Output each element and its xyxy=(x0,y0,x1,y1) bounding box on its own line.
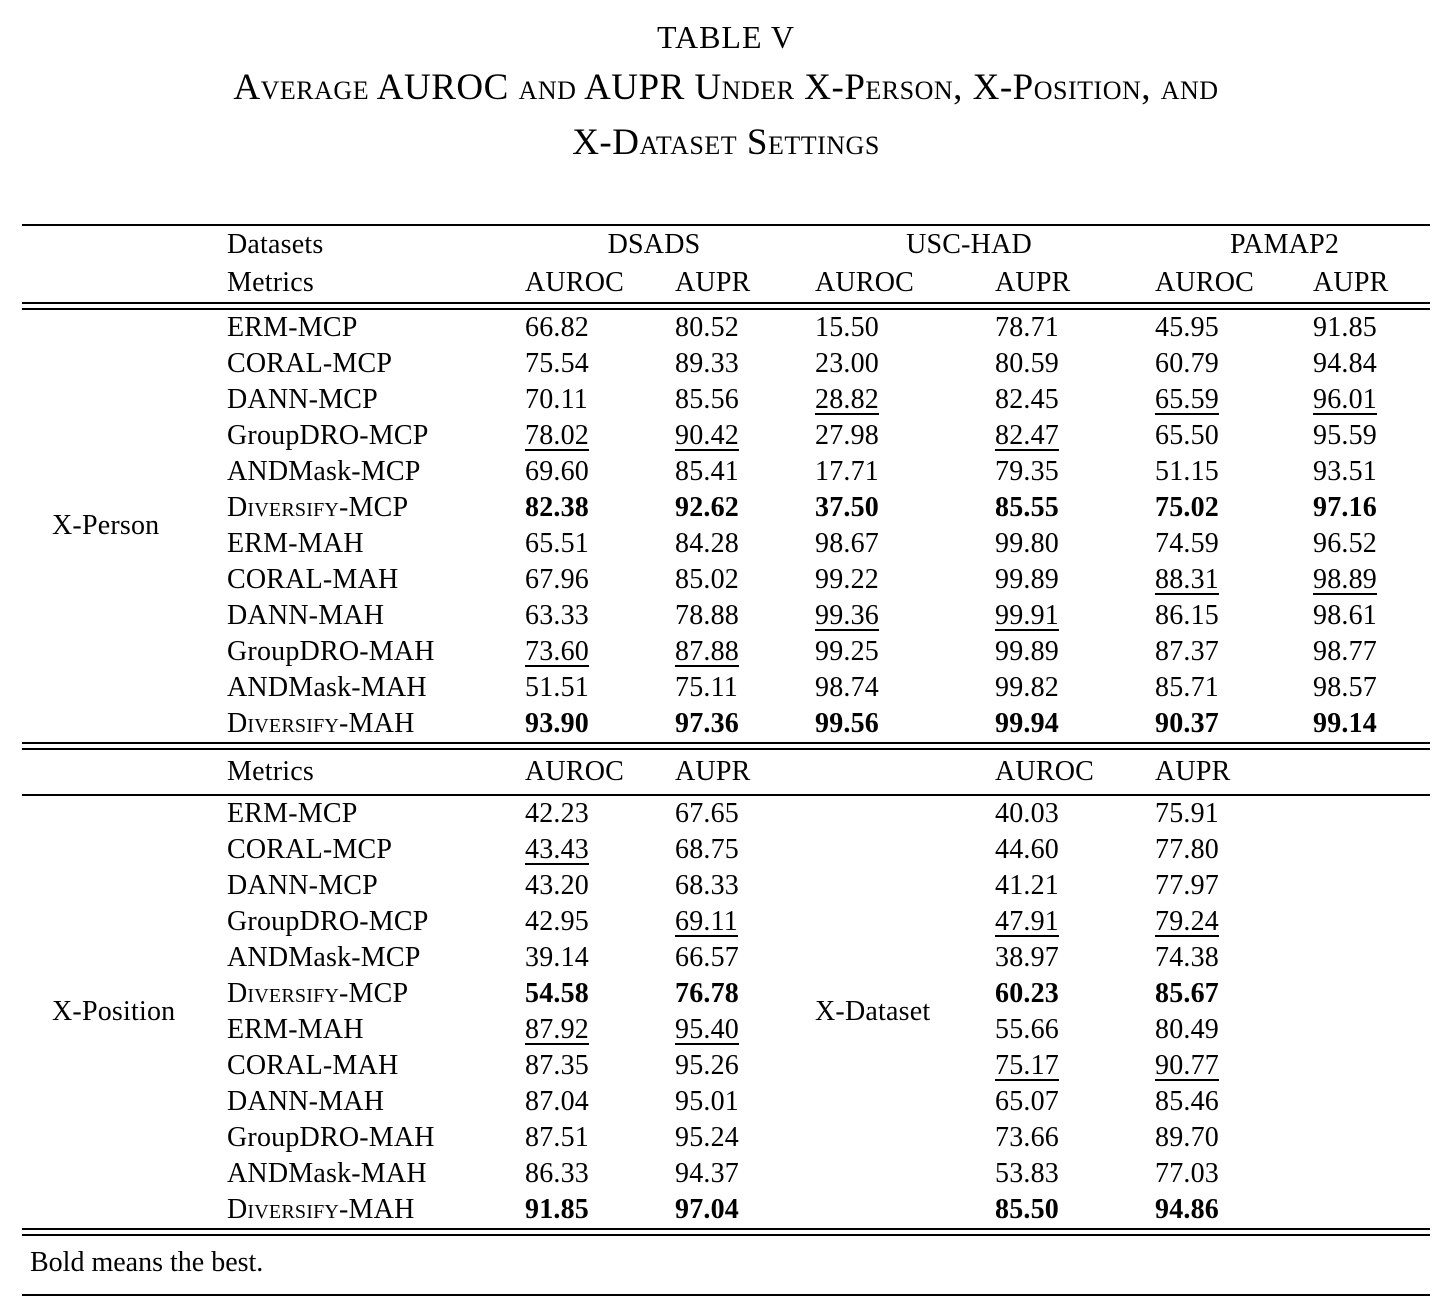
method-name: CORAL-MAH xyxy=(227,564,399,595)
metric-value: 87.51 xyxy=(525,1122,589,1153)
metric-value: 54.58 xyxy=(525,978,589,1009)
metric-value: 79.24 xyxy=(1155,906,1219,937)
empty-cell xyxy=(1297,1192,1430,1228)
metric-value: 42.23 xyxy=(525,798,589,829)
dataset-name-usc-had: USC-HAD xyxy=(906,229,1032,260)
setting-label: X-Person xyxy=(52,510,160,541)
metric-value: 99.94 xyxy=(995,708,1059,739)
table-row xyxy=(22,346,1430,382)
table-row xyxy=(22,904,1430,940)
method-name: ERM-MAH xyxy=(227,528,364,559)
metric-value: 66.57 xyxy=(675,942,739,973)
metric-column-header: AUPR xyxy=(1313,267,1389,298)
empty-cell xyxy=(1297,1120,1430,1156)
metric-value: 42.95 xyxy=(525,906,589,937)
datasets-header-table xyxy=(22,226,1430,302)
metric-value: 53.83 xyxy=(995,1158,1059,1189)
method-name: ERM-MCP xyxy=(227,312,358,343)
method-name: ANDMask-MAH xyxy=(227,1158,427,1189)
method-name: GroupDRO-MAH xyxy=(227,636,435,667)
metric-value: 44.60 xyxy=(995,834,1059,865)
metric-value: 38.97 xyxy=(995,942,1059,973)
footnote-bottom-rule xyxy=(22,1294,1430,1296)
dataset-name-pamap2: PAMAP2 xyxy=(1229,229,1340,260)
metric-value: 74.38 xyxy=(1155,942,1219,973)
metric-value: 17.71 xyxy=(815,456,879,487)
dataset-name-dsads: DSADS xyxy=(607,229,701,260)
metric-value: 91.85 xyxy=(1313,312,1377,343)
method-name: DANN-MCP xyxy=(227,384,378,415)
method-name: GroupDRO-MCP xyxy=(227,906,429,937)
metric-value: 85.67 xyxy=(1155,978,1219,1009)
metric-value: 99.36 xyxy=(815,600,879,631)
empty-cell xyxy=(22,750,227,794)
table-row xyxy=(22,940,1430,976)
datasets-header-row xyxy=(22,226,1430,264)
metric-value: 84.28 xyxy=(675,528,739,559)
table-row xyxy=(22,562,1430,598)
method-name: Diversify-MCP xyxy=(227,492,409,523)
metric-value: 65.59 xyxy=(1155,384,1219,415)
metric-value: 77.97 xyxy=(1155,870,1219,901)
metric-value: 45.95 xyxy=(1155,312,1219,343)
section-separator-rule xyxy=(22,742,1430,750)
method-name: DANN-MAH xyxy=(227,1086,385,1117)
metric-value: 86.15 xyxy=(1155,600,1219,631)
metric-value: 85.56 xyxy=(675,384,739,415)
method-name: CORAL-MAH xyxy=(227,1050,399,1081)
header-body-separator-rule xyxy=(22,302,1430,310)
metric-value: 68.33 xyxy=(675,870,739,901)
empty-cell xyxy=(1297,1084,1430,1120)
metric-value: 63.33 xyxy=(525,600,589,631)
metric-value: 89.33 xyxy=(675,348,739,379)
metrics-header-row xyxy=(22,264,1430,302)
mid-metrics-header-table xyxy=(22,750,1430,794)
metric-value: 75.17 xyxy=(995,1050,1059,1081)
metric-value: 99.82 xyxy=(995,672,1059,703)
metric-value: 66.82 xyxy=(525,312,589,343)
table-row xyxy=(22,454,1430,490)
metric-value: 67.65 xyxy=(675,798,739,829)
metric-column-header: AUROC xyxy=(1155,267,1255,298)
table-row xyxy=(22,598,1430,634)
method-name: Diversify-MCP xyxy=(227,978,409,1009)
metric-value: 40.03 xyxy=(995,798,1059,829)
table-row xyxy=(22,1156,1430,1192)
metric-value: 65.51 xyxy=(525,528,589,559)
table-footnote: Bold means the best. xyxy=(30,1247,264,1278)
metric-value: 51.15 xyxy=(1155,456,1219,487)
metric-value: 99.25 xyxy=(815,636,879,667)
metric-column-header: AUPR xyxy=(1155,756,1231,787)
metric-column-header: AUROC xyxy=(525,756,625,787)
metric-value: 97.04 xyxy=(675,1194,739,1225)
metric-value: 99.89 xyxy=(995,636,1059,667)
metric-value: 77.03 xyxy=(1155,1158,1219,1189)
empty-cell xyxy=(799,750,979,794)
metric-value: 69.11 xyxy=(675,906,738,937)
table-row xyxy=(22,490,1430,526)
table-row xyxy=(22,634,1430,670)
metric-value: 75.91 xyxy=(1155,798,1219,829)
table-caption-line2: X-Dataset Settings xyxy=(572,122,880,163)
empty-cell xyxy=(1297,796,1430,832)
table-number: TABLE V xyxy=(656,19,796,55)
method-name: CORAL-MCP xyxy=(227,348,393,379)
metric-column-header: AUROC xyxy=(525,267,625,298)
metric-value: 43.43 xyxy=(525,834,589,865)
method-name: Diversify-MAH xyxy=(227,1194,415,1225)
method-name: ANDMask-MCP xyxy=(227,456,421,487)
metric-value: 80.52 xyxy=(675,312,739,343)
table-row xyxy=(22,1012,1430,1048)
metric-value: 78.88 xyxy=(675,600,739,631)
metric-value: 27.98 xyxy=(815,420,879,451)
metric-value: 87.92 xyxy=(525,1014,589,1045)
metrics-label: Metrics xyxy=(227,267,314,298)
metric-value: 82.45 xyxy=(995,384,1059,415)
metric-value: 95.40 xyxy=(675,1014,739,1045)
metric-value: 87.37 xyxy=(1155,636,1219,667)
metric-value: 95.24 xyxy=(675,1122,739,1153)
table-row xyxy=(22,418,1430,454)
metric-value: 97.36 xyxy=(675,708,739,739)
table-bottom-rule xyxy=(22,1228,1430,1236)
empty-cell xyxy=(1297,976,1430,1012)
metric-value: 95.59 xyxy=(1313,420,1377,451)
empty-cell xyxy=(1297,1012,1430,1048)
metric-value: 85.71 xyxy=(1155,672,1219,703)
metric-value: 60.23 xyxy=(995,978,1059,1009)
metric-value: 99.89 xyxy=(995,564,1059,595)
metric-value: 77.80 xyxy=(1155,834,1219,865)
metric-value: 98.89 xyxy=(1313,564,1377,595)
metric-value: 82.38 xyxy=(525,492,589,523)
metric-column-header: AUROC xyxy=(815,267,915,298)
empty-cell xyxy=(1297,1156,1430,1192)
setting-label: X-Position xyxy=(52,996,176,1027)
method-name: ERM-MCP xyxy=(227,798,358,829)
metric-value: 90.77 xyxy=(1155,1050,1219,1081)
metric-value: 68.75 xyxy=(675,834,739,865)
table-row xyxy=(22,796,1430,832)
metric-value: 15.50 xyxy=(815,312,879,343)
method-name: GroupDRO-MAH xyxy=(227,1122,435,1153)
metric-value: 43.20 xyxy=(525,870,589,901)
metric-column-header: AUROC xyxy=(995,756,1095,787)
method-name: DANN-MCP xyxy=(227,870,378,901)
empty-cell xyxy=(22,264,227,302)
table-row xyxy=(22,706,1430,742)
table-row xyxy=(22,382,1430,418)
metric-value: 92.62 xyxy=(675,492,739,523)
datasets-label: Datasets xyxy=(227,229,324,260)
metric-value: 95.01 xyxy=(675,1086,739,1117)
metric-value: 99.56 xyxy=(815,708,879,739)
metric-value: 95.26 xyxy=(675,1050,739,1081)
table-caption-line1: Average AUROC and AUPR Under X-Person, X-Position, and xyxy=(233,67,1219,108)
metric-value: 37.50 xyxy=(815,492,879,523)
metric-value: 67.96 xyxy=(525,564,589,595)
method-name: ANDMask-MAH xyxy=(227,672,427,703)
method-name: CORAL-MCP xyxy=(227,834,393,865)
metric-column-header: AUPR xyxy=(995,267,1071,298)
metric-value: 93.90 xyxy=(525,708,589,739)
metric-value: 98.57 xyxy=(1313,672,1377,703)
metric-value: 85.02 xyxy=(675,564,739,595)
x-person-table xyxy=(22,310,1430,742)
metric-value: 70.11 xyxy=(525,384,588,415)
metric-value: 99.14 xyxy=(1313,708,1377,739)
metric-value: 74.59 xyxy=(1155,528,1219,559)
metric-value: 96.52 xyxy=(1313,528,1377,559)
table-row xyxy=(22,526,1430,562)
metric-value: 99.80 xyxy=(995,528,1059,559)
metric-value: 97.16 xyxy=(1313,492,1377,523)
metric-value: 85.50 xyxy=(995,1194,1059,1225)
metric-value: 99.22 xyxy=(815,564,879,595)
metric-value: 82.47 xyxy=(995,420,1059,451)
table-row xyxy=(22,1084,1430,1120)
metric-value: 96.01 xyxy=(1313,384,1377,415)
table-row xyxy=(22,832,1430,868)
metric-value: 86.33 xyxy=(525,1158,589,1189)
metric-value: 99.91 xyxy=(995,600,1059,631)
method-name: Diversify-MAH xyxy=(227,708,415,739)
setting-label: X-Dataset xyxy=(815,996,931,1027)
metric-value: 80.59 xyxy=(995,348,1059,379)
table-row xyxy=(22,670,1430,706)
metric-value: 98.67 xyxy=(815,528,879,559)
metric-value: 75.54 xyxy=(525,348,589,379)
metric-value: 91.85 xyxy=(525,1194,589,1225)
metric-value: 85.41 xyxy=(675,456,739,487)
metric-value: 79.35 xyxy=(995,456,1059,487)
metric-value: 65.07 xyxy=(995,1086,1059,1117)
metric-value: 28.82 xyxy=(815,384,879,415)
table-row xyxy=(22,1048,1430,1084)
metric-value: 80.49 xyxy=(1155,1014,1219,1045)
metric-value: 85.46 xyxy=(1155,1086,1219,1117)
table-row xyxy=(22,1192,1430,1228)
metric-value: 41.21 xyxy=(995,870,1059,901)
empty-cell xyxy=(1297,904,1430,940)
empty-cell xyxy=(1297,940,1430,976)
method-name: GroupDRO-MCP xyxy=(227,420,429,451)
metric-value: 75.02 xyxy=(1155,492,1219,523)
metric-value: 23.00 xyxy=(815,348,879,379)
metric-column-header: AUPR xyxy=(675,756,751,787)
method-name: DANN-MAH xyxy=(227,600,385,631)
empty-cell xyxy=(1297,1048,1430,1084)
metric-value: 98.61 xyxy=(1313,600,1377,631)
metric-value: 75.11 xyxy=(675,672,738,703)
metric-value: 98.74 xyxy=(815,672,879,703)
metric-value: 76.78 xyxy=(675,978,739,1009)
empty-cell xyxy=(1297,750,1430,794)
table-row xyxy=(22,1120,1430,1156)
method-name: ANDMask-MCP xyxy=(227,942,421,973)
metric-value: 51.51 xyxy=(525,672,589,703)
x-position-x-dataset-table xyxy=(22,796,1430,1228)
empty-cell xyxy=(22,226,227,264)
metric-column-header: AUPR xyxy=(675,267,751,298)
metric-value: 90.37 xyxy=(1155,708,1219,739)
metric-value: 65.50 xyxy=(1155,420,1219,451)
metric-value: 87.88 xyxy=(675,636,739,667)
method-name: ERM-MAH xyxy=(227,1014,364,1045)
metric-value: 55.66 xyxy=(995,1014,1059,1045)
metric-value: 88.31 xyxy=(1155,564,1219,595)
metric-value: 73.66 xyxy=(995,1122,1059,1153)
metric-value: 78.02 xyxy=(525,420,589,451)
metric-value: 47.91 xyxy=(995,906,1059,937)
table-row xyxy=(22,868,1430,904)
metric-value: 94.84 xyxy=(1313,348,1377,379)
metrics-header-row xyxy=(22,750,1430,794)
metric-value: 73.60 xyxy=(525,636,589,667)
metric-value: 94.37 xyxy=(675,1158,739,1189)
metric-value: 93.51 xyxy=(1313,456,1377,487)
metric-value: 87.35 xyxy=(525,1050,589,1081)
metrics-label: Metrics xyxy=(227,756,314,787)
empty-cell xyxy=(1297,832,1430,868)
metric-value: 90.42 xyxy=(675,420,739,451)
table-row xyxy=(22,976,1430,1012)
metric-value: 85.55 xyxy=(995,492,1059,523)
metric-value: 89.70 xyxy=(1155,1122,1219,1153)
table-caption xyxy=(22,14,1430,170)
empty-cell xyxy=(1297,868,1430,904)
metric-value: 60.79 xyxy=(1155,348,1219,379)
metric-value: 94.86 xyxy=(1155,1194,1219,1225)
metric-value: 78.71 xyxy=(995,312,1059,343)
metric-value: 69.60 xyxy=(525,456,589,487)
table-row xyxy=(22,310,1430,346)
metric-value: 87.04 xyxy=(525,1086,589,1117)
metric-value: 98.77 xyxy=(1313,636,1377,667)
metric-value: 39.14 xyxy=(525,942,589,973)
